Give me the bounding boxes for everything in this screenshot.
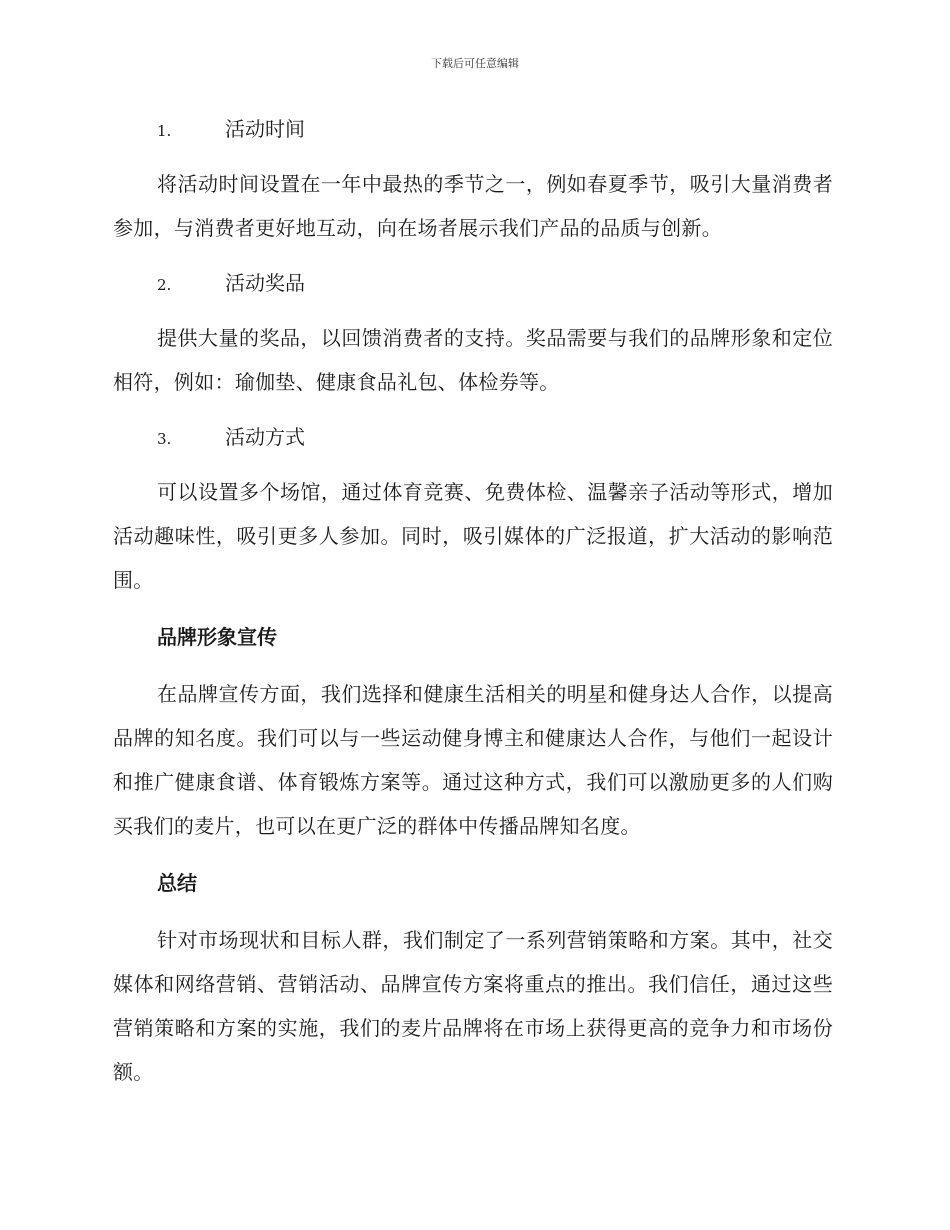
heading-text: 活动方式 [225, 425, 305, 449]
paragraph-activity-time: 将活动时间设置在一年中最热的季节之一，例如春夏季节，吸引大量消费者参加，与消费者更好地互动，向在场者展示我们产品的品质与创新。 [113, 172, 833, 240]
numbered-heading-activity-prizes [113, 266, 833, 300]
document-body [113, 112, 833, 1110]
running-header: 下载后可任意编辑 [431, 57, 519, 70]
heading-number: 3. [157, 430, 172, 448]
numbered-heading-activity-format [113, 420, 833, 454]
paragraph-activity-prizes: 提供大量的奖品，以回馈消费者的支持。奖品需要与我们的品牌形象和定位相符，例如：瑜伽垫、健康食品礼包、体检券等。 [113, 326, 833, 394]
section-heading-summary: 总结 [157, 871, 197, 895]
heading-text: 活动时间 [225, 117, 305, 141]
heading-number: 2. [157, 276, 172, 294]
paragraph-brand: 在品牌宣传方面，我们选择和健康生活相关的明星和健身达人合作，以提高品牌的知名度。我们可以与一些运动健身博主和健康达人合作，与他们一起设计和推广健康食谱、体育锻炼方案等。通过这种方式，我们可以激励更多的人们购买我们的麦片，也可以在更广泛的群体中传播品牌知名度。 [113, 682, 833, 838]
paragraph-summary: 针对市场现状和目标人群，我们制定了一系列营销策略和方案。其中，社交媒体和网络营销、营销活动、品牌宣传方案将重点的推出。我们信任，通过这些营销策略和方案的实施，我们的麦片品牌将在市场上获得更高的竞争力和市场份额。 [113, 928, 833, 1084]
paragraph-activity-format: 可以设置多个场馆，通过体育竞赛、免费体检、温馨亲子活动等形式，增加活动趣味性，吸引更多人参加。同时，吸引媒体的广泛报道，扩大活动的影响范围。 [113, 480, 833, 592]
numbered-heading-activity-time [113, 112, 833, 146]
section-heading-brand: 品牌形象宣传 [157, 625, 277, 649]
heading-text: 活动奖品 [225, 271, 305, 295]
heading-number: 1. [157, 122, 172, 140]
